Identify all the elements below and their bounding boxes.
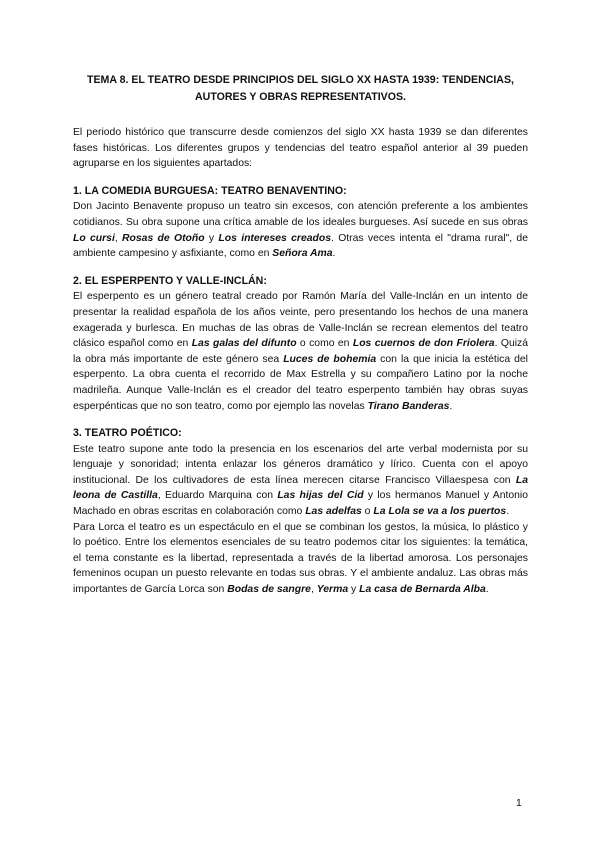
intro-paragraph: El periodo histórico que transcurre desde comienzos del siglo XX hasta 1939 se dan diferentes fases históricas. Los diferentes grupos y tendencias del teatro español anterior al 39 pueden agruparse en los siguientes apartados: <box>73 127 528 170</box>
section-3-paragraph-2: Para Lorca el teatro es un espectáculo en el que se combinan los gestos, la música, lo plástico y lo poético. Entre los elementos esenciales de su teatro podemos citar los siguientes: la temática, el tema constante es la libertad, representada a través de la libertad amorosa. Los personajes femeninos ocupan un puesto relevante en todas sus obras. Y el ambiente andaluz. Las obras más importantes de García Lorca son Bodas de sangre, Yerma y La casa de Bernarda Alba. <box>73 521 528 596</box>
work-title: La Lola se va a los puertos <box>373 506 507 518</box>
work-title: Bodas de sangre <box>227 584 311 596</box>
section-3-heading: 3. TEATRO POÉTICO: <box>73 427 182 440</box>
page-number: 1 <box>516 798 522 809</box>
section-2-paragraph: El esperpento es un género teatral creado por Ramón María del Valle-Inclán en un intento de presentar la realidad española de los años veinte, pero presentando los hechos de una manera exagerada y burlesca. En muchas de las obras de Valle-Inclán se recrean elementos del teatro clásico español como en Las galas del difunto o como en Los cuernos de don Friolera. Quizá la obra más importante de este género sea Luces de bohemia con la que inicia la estética del esperpento. La obra cuenta el recorrido de Max Estrella y su compañero Latino por la noche madrileña. Aunque Valle-Inclán es el creador del teatro esperpento también hay obras suyas esperpénticas que no son teatro, como por ejemplo las novelas Tirano Banderas. <box>73 291 529 412</box>
section-comedia-burguesa <box>73 184 528 262</box>
section-2-heading: 2. EL ESPERPENTO Y VALLE-INCLÁN: <box>73 274 267 287</box>
section-1-heading: 1. LA COMEDIA BURGUESA: TEATRO BENAVENTINO: <box>73 184 347 197</box>
work-title: Las galas del difunto <box>191 338 297 350</box>
work-title: Las hijas del Cid <box>277 490 364 502</box>
section-teatro-poetico <box>73 426 528 598</box>
work-title: La leona de Castilla <box>73 474 528 502</box>
section-esperpento <box>73 274 528 414</box>
section-1-paragraph: Don Jacinto Benavente propuso un teatro sin excesos, con atención preferente a los ambientes cotidianos. Su obra supone una crítica amable de los ideales burgueses. Así sucede en sus obras Lo cursi, Rosas de Otoño y Los intereses creados. Otras veces intenta el "drama rural", de ambiente campesino y asfixiante, como en Señora Ama. <box>73 201 528 260</box>
work-title: Los intereses creados <box>218 232 331 244</box>
work-title: Rosas de Otoño <box>122 232 205 244</box>
title-line-1: TEMA 8. EL TEATRO DESDE PRINCIPIOS DEL SIGLO XX HASTA 1939: TENDENCIAS, <box>87 74 514 86</box>
work-title: Luces de bohemia <box>283 353 377 365</box>
work-title: Lo cursi <box>73 232 115 244</box>
work-title: Yerma <box>316 584 349 596</box>
work-title: Las adelfas <box>305 506 362 518</box>
work-title: Tirano Banderas <box>367 400 450 412</box>
title-line-2: AUTORES Y OBRAS REPRESENTATIVOS. <box>195 91 406 103</box>
document-title <box>73 72 528 106</box>
section-3-paragraph: Este teatro supone ante todo la presencia en los escenarios del arte verbal modernista por su lenguaje y sonoridad; intenta enlazar los géneros dramático y lírico. Cuenta con el apoyo institucional. De los cultivadores de esta línea merecen citarse Francisco Villaespesa con La leona de Castilla, Eduardo Marquina con Las hijas del Cid y los hermanos Manuel y Antonio Machado en obras escritas en colaboración como Las adelfas o La Lola se va a los puertos. <box>73 443 529 518</box>
work-title: Los cuernos de don Friolera <box>352 338 495 350</box>
work-title: Señora Ama <box>272 248 333 260</box>
work-title: La casa de Bernarda Alba <box>359 584 486 596</box>
